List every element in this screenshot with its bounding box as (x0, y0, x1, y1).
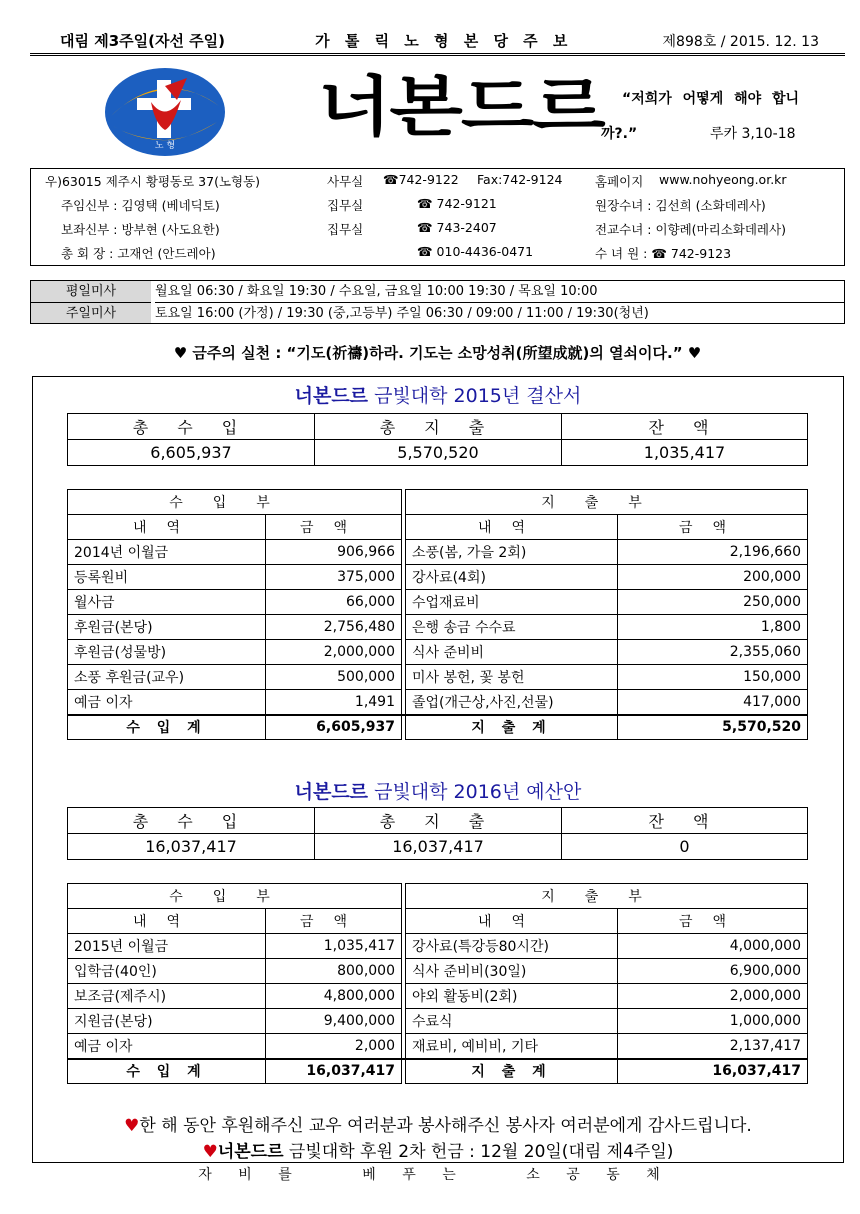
income-amount: 800,000 (266, 959, 402, 984)
expense-item: 식사 준비비 (406, 640, 618, 665)
collection-text: 금빛대학 후원 2차 헌금 : 12월 20일(대림 제4주일) (283, 1142, 674, 1162)
table-row (68, 565, 808, 590)
assistant-room: 집무실 (327, 222, 364, 237)
amount-label: 금액 (266, 515, 402, 540)
table-row (68, 665, 808, 690)
budget-2016-title (33, 777, 843, 804)
income-header: 수입부 (68, 490, 402, 515)
table-row (68, 934, 808, 959)
income-total-label: 수 입 계 (68, 1059, 266, 1084)
expense-amount: 150,000 (618, 665, 808, 690)
table-row (68, 640, 808, 665)
expense-amount: 200,000 (618, 565, 808, 590)
gospel-quote-line1: “저희가 어떻게 해야 합니 (622, 91, 800, 107)
expense-header: 지출부 (406, 490, 808, 515)
expense-amount: 1,800 (618, 615, 808, 640)
expense-amount: 417,000 (618, 690, 808, 715)
income-amount: 2,000 (266, 1034, 402, 1059)
expense-item: 은행 송금 수수료 (406, 615, 618, 640)
thanks-message (33, 1111, 843, 1136)
income-total-label: 수 입 계 (68, 715, 266, 740)
parish-info (30, 168, 845, 266)
fax: Fax:742-9124 (477, 172, 563, 187)
footer-char: 동 (606, 1167, 622, 1183)
sunday-mass-label: 주일미사 (31, 302, 151, 323)
expense-item: 수료식 (406, 1009, 618, 1034)
logo-text: 노 형 (154, 141, 176, 151)
expense-item: 소풍(봄, 가을 2회) (406, 540, 618, 565)
item-label: 내역 (68, 909, 266, 934)
income-item: 후원금(성물방) (68, 640, 266, 665)
summary-header: 총 수 입 (68, 414, 315, 440)
summary-value: 0 (562, 834, 808, 860)
issue-header (30, 30, 845, 56)
assistant-tel: ☎ 743-2407 (417, 220, 497, 235)
income-item: 2015년 이월금 (68, 934, 266, 959)
mission-sister: 전교수녀 : 이향례(마리소화데레사) (595, 222, 786, 237)
pastor-room: 집무실 (327, 198, 364, 213)
weekday-mass-label: 평일미사 (31, 281, 151, 302)
council-chair: 총 회 장 : 고재언 (안드레아) (61, 246, 216, 261)
expense-item: 미사 봉헌, 꽃 봉헌 (406, 665, 618, 690)
income-item: 월사금 (68, 590, 266, 615)
expense-amount: 2,000,000 (618, 984, 808, 1009)
income-amount: 906,966 (266, 540, 402, 565)
footer-char: 는 (442, 1167, 458, 1183)
table-row (68, 1034, 808, 1059)
footer-char: 를 (278, 1167, 294, 1183)
table-row (68, 590, 808, 615)
collection-brand: 너본드르 (217, 1142, 284, 1162)
expense-item: 강사료(4회) (406, 565, 618, 590)
item-label: 내역 (68, 515, 266, 540)
income-amount: 500,000 (266, 665, 402, 690)
footer-char: 비 (238, 1167, 254, 1183)
summary-header: 총 지 출 (315, 808, 562, 834)
table-row (68, 540, 808, 565)
income-item: 예금 이자 (68, 690, 266, 715)
issue-number: 제898호 / 2015. 12. 13 (662, 33, 819, 50)
expense-amount: 2,355,060 (618, 640, 808, 665)
item-label: 내역 (406, 515, 618, 540)
expense-item: 재료비, 예비비, 기타 (406, 1034, 618, 1059)
weekly-practice: ♥ 금주의 실천 : “기도(祈禱)하라. 기도는 소망성취(所望成就)의 열쇠이다.” ♥ (173, 344, 702, 362)
sunday-mass-times: 토요일 16:00 (가정) / 19:30 (중,고등부) 주일 06:30 / 09:00 / 11:00 / 19:30(청년) (155, 302, 844, 323)
summary-value: 1,035,417 (562, 440, 808, 466)
income-total: 6,605,937 (266, 715, 402, 740)
title-rest: 금빛대학 2015년 결산서 (368, 385, 582, 407)
weekday-mass-times: 월요일 06:30 / 화요일 19:30 / 수요일, 금요일 10:00 19:30 / 목요일 10:00 (155, 284, 598, 299)
office-tel: ☎742-9122 (383, 172, 459, 187)
income-amount: 1,035,417 (266, 934, 402, 959)
total-row (68, 1059, 808, 1084)
expense-amount: 250,000 (618, 590, 808, 615)
summary-value: 16,037,417 (315, 834, 562, 860)
income-item: 예금 이자 (68, 1034, 266, 1059)
expense-header: 지출부 (406, 884, 808, 909)
income-amount: 66,000 (266, 590, 402, 615)
homepage-label: 홈페이지 (595, 174, 644, 189)
income-amount: 4,800,000 (266, 984, 402, 1009)
expense-total-label: 지 출 계 (406, 715, 618, 740)
income-item: 지원금(본당) (68, 1009, 266, 1034)
income-amount: 2,756,480 (266, 615, 402, 640)
expense-amount: 4,000,000 (618, 934, 808, 959)
amount-label: 금액 (618, 515, 808, 540)
footer-char: 푸 (402, 1167, 418, 1183)
table-row (68, 1009, 808, 1034)
gospel-quote-line2: 까?.” (601, 126, 638, 142)
expense-item: 강사료(특강등80시간) (406, 934, 618, 959)
head-sister: 원장수녀 : 김선희 (소화데레사) (595, 198, 766, 213)
pastor: 주임신부 : 김영택 (베네딕토) (61, 198, 220, 213)
bulletin-name: 가 톨 릭 노 형 본 당 주 보 (315, 32, 573, 50)
income-total: 16,037,417 (266, 1059, 402, 1084)
mass-schedule (30, 280, 845, 324)
amount-label: 금액 (266, 909, 402, 934)
income-item: 보조금(제주시) (68, 984, 266, 1009)
expense-total: 5,570,520 (618, 715, 808, 740)
chair-tel: ☎ 010-4436-0471 (417, 244, 534, 259)
total-row (68, 715, 808, 740)
convent: 수 녀 원 : ☎ 742-9123 (595, 246, 732, 261)
expense-amount: 2,196,660 (618, 540, 808, 565)
income-item: 소풍 후원금(교우) (68, 665, 266, 690)
expense-total: 16,037,417 (618, 1059, 808, 1084)
table-row (68, 984, 808, 1009)
report-2015-title (33, 381, 843, 408)
summary-2016 (67, 807, 808, 860)
income-item: 등록원비 (68, 565, 266, 590)
table-row (68, 690, 808, 715)
homepage[interactable]: www.nohyeong.or.kr (659, 172, 787, 187)
income-amount: 375,000 (266, 565, 402, 590)
income-item: 입학금(40인) (68, 959, 266, 984)
title-brand: 너본드르 (294, 781, 369, 803)
footer-char: 공 (566, 1167, 582, 1183)
report-box (32, 376, 844, 1163)
item-label: 내역 (406, 909, 618, 934)
table-row (68, 959, 808, 984)
thanks-text: 한 해 동안 후원해주신 교우 여러분과 봉사해주신 봉사자 여러분에게 감사드립니다. (139, 1116, 752, 1136)
income-amount: 9,400,000 (266, 1009, 402, 1034)
summary-header: 총 수 입 (68, 808, 315, 834)
detail-2015 (67, 489, 808, 740)
detail-2016 (67, 883, 808, 1084)
masthead-title: 너본드르 (318, 68, 604, 145)
summary-header: 잔 액 (562, 808, 808, 834)
title-rest: 금빛대학 2016년 예산안 (368, 781, 582, 803)
liturgical-day: 대림 제3주일(자선 주일) (60, 32, 226, 50)
summary-value: 6,605,937 (68, 440, 315, 466)
summary-2015 (67, 413, 808, 466)
income-item: 2014년 이월금 (68, 540, 266, 565)
expense-total-label: 지 출 계 (406, 1059, 618, 1084)
table-row (68, 615, 808, 640)
footer-char: 체 (646, 1167, 662, 1183)
summary-value: 16,037,417 (68, 834, 315, 860)
footer-char: 베 (362, 1167, 378, 1183)
expense-amount: 1,000,000 (618, 1009, 808, 1034)
expense-item: 졸업(개근상,사진,선물) (406, 690, 618, 715)
expense-amount: 6,900,000 (618, 959, 808, 984)
expense-item: 식사 준비비(30일) (406, 959, 618, 984)
heart-icon: ♥ (124, 1116, 140, 1136)
footer-char: 자 (198, 1167, 214, 1183)
second-collection (33, 1137, 843, 1162)
pastor-tel: ☎ 742-9121 (417, 196, 497, 211)
expense-item: 수업재료비 (406, 590, 618, 615)
income-amount: 1,491 (266, 690, 402, 715)
address: 우)63015 제주시 황평동로 37(노형동) (45, 174, 261, 189)
assistant-priest: 보좌신부 : 방부현 (사도요한) (61, 222, 220, 237)
heart-icon: ♥ (202, 1142, 218, 1162)
amount-label: 금액 (618, 909, 808, 934)
footer-char: 소 (526, 1167, 542, 1183)
income-amount: 2,000,000 (266, 640, 402, 665)
income-item: 후원금(본당) (68, 615, 266, 640)
summary-value: 5,570,520 (315, 440, 562, 466)
income-header: 수입부 (68, 884, 402, 909)
parish-logo-icon (103, 66, 227, 158)
summary-header: 총 지 출 (315, 414, 562, 440)
expense-item: 야외 활동비(2회) (406, 984, 618, 1009)
office-label: 사무실 (327, 174, 364, 189)
title-brand: 너본드르 (294, 385, 369, 407)
expense-amount: 2,137,417 (618, 1034, 808, 1059)
summary-header: 잔 액 (562, 414, 808, 440)
gospel-verse: 루카 3,10-18 (710, 126, 796, 142)
footer-motto (0, 1164, 860, 1184)
